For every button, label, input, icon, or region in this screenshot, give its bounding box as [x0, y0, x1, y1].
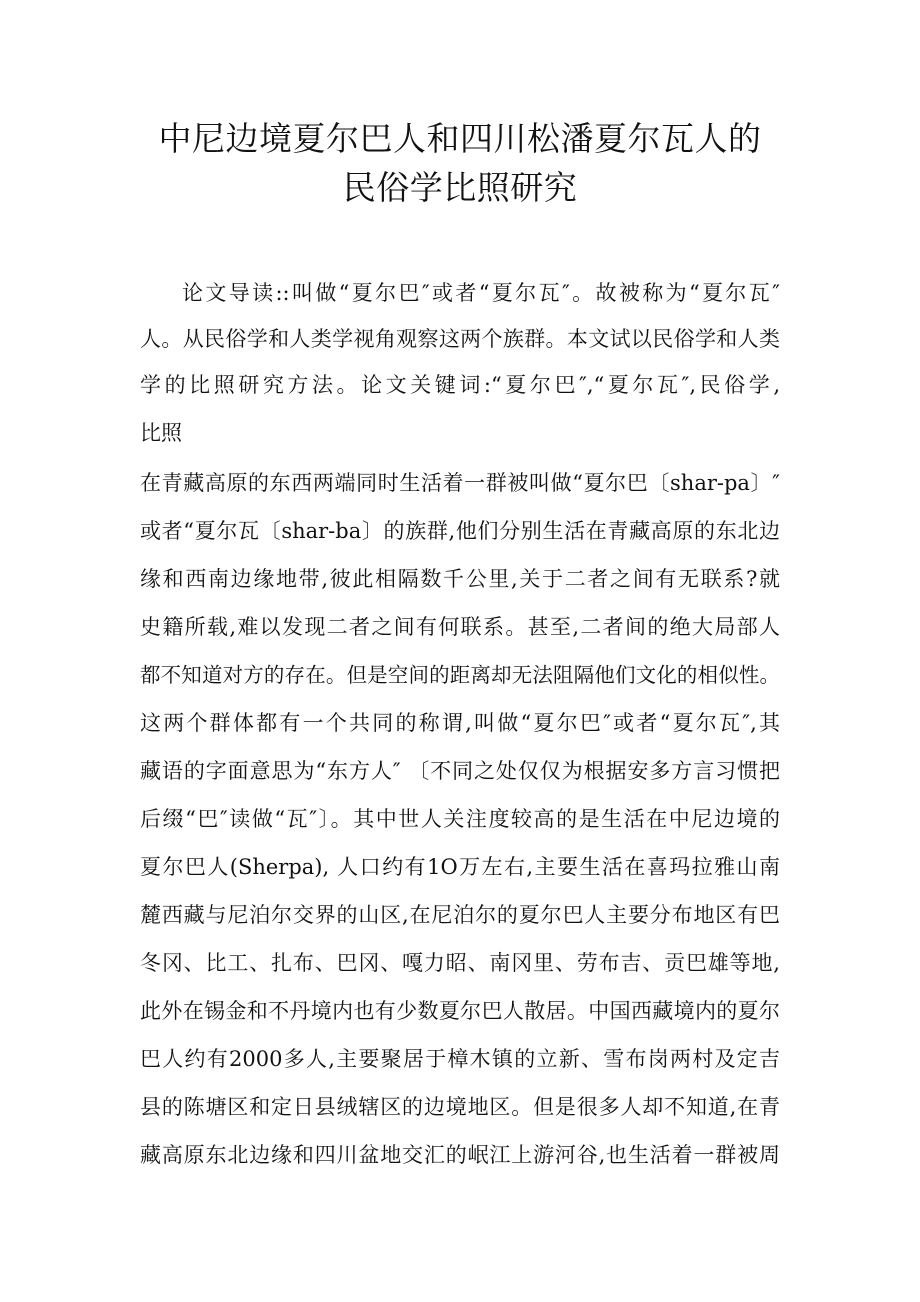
body-line-3: 缘和西南边缘地带,彼此相隔数千公里,关于二者之间有无联系?就	[140, 567, 780, 591]
body-line-6: 这两个群体都有一个共同的称谓,叫做“夏尔巴″或者“夏尔瓦″,其	[140, 711, 780, 735]
abstract-line-1: 论文导读::叫做“夏尔巴″或者“夏尔瓦″。故被称为“夏尔瓦″	[182, 281, 780, 305]
body-line-1: 在青藏高原的东西两端同时生活着一群被叫做“夏尔巴〔shar-pa〕″	[140, 471, 780, 495]
body-line-5: 都不知道对方的存在。但是空间的距离却无法阻隔他们文化的相似性。	[140, 663, 780, 687]
body-line-14: 县的陈塘区和定日县绒辖区的边境地区。但是很多人却不知道,在青	[140, 1095, 780, 1119]
title-line-1: 中尼边境夏尔巴人和四川松潘夏尔瓦人的	[158, 119, 762, 158]
title-line-2: 民俗学比照研究	[342, 168, 578, 207]
body-line-15: 藏高原东北边缘和四川盆地交汇的岷江上游河谷,也生活着一群被周	[140, 1143, 780, 1167]
body-line-4: 史籍所载,难以发现二者之间有何联系。甚至,二者间的绝大局部人	[140, 615, 780, 639]
body-line-13: 巴人约有2000多人,主要聚居于樟木镇的立新、雪布岗两村及定吉	[140, 1047, 780, 1071]
body-line-7: 藏语的字面意思为“东方人″ 〔不同之处仅仅为根据安多方言习惯把	[140, 759, 780, 783]
body-line-9: 夏尔巴人(Sherpa), 人口约有1O万左右,主要生活在喜玛拉雅山南	[140, 855, 780, 879]
body-line-2: 或者“夏尔瓦〔shar-ba〕的族群,他们分别生活在青藏高原的东北边	[140, 519, 780, 543]
abstract-line-3: 学的比照研究方法。论文关键词:“夏尔巴″,“夏尔瓦″,民俗学,	[140, 373, 780, 397]
body-line-8: 后缀“巴″读做“瓦″〕。其中世人关注度较高的是生活在中尼边境的	[140, 807, 780, 831]
abstract-line-4: 比照	[140, 421, 182, 445]
body-line-10: 麓西藏与尼泊尔交界的山区,在尼泊尔的夏尔巴人主要分布地区有巴	[140, 903, 780, 927]
body-line-11: 冬冈、比工、扎布、巴冈、嘎力昭、南冈里、劳布吉、贡巴雄等地,	[140, 951, 780, 975]
abstract-line-2: 人。从民俗学和人类学视角观察这两个族群。本文试以民俗学和人类	[140, 327, 780, 351]
body-line-12: 此外在锡金和不丹境内也有少数夏尔巴人散居。中国西藏境内的夏尔	[140, 999, 780, 1023]
